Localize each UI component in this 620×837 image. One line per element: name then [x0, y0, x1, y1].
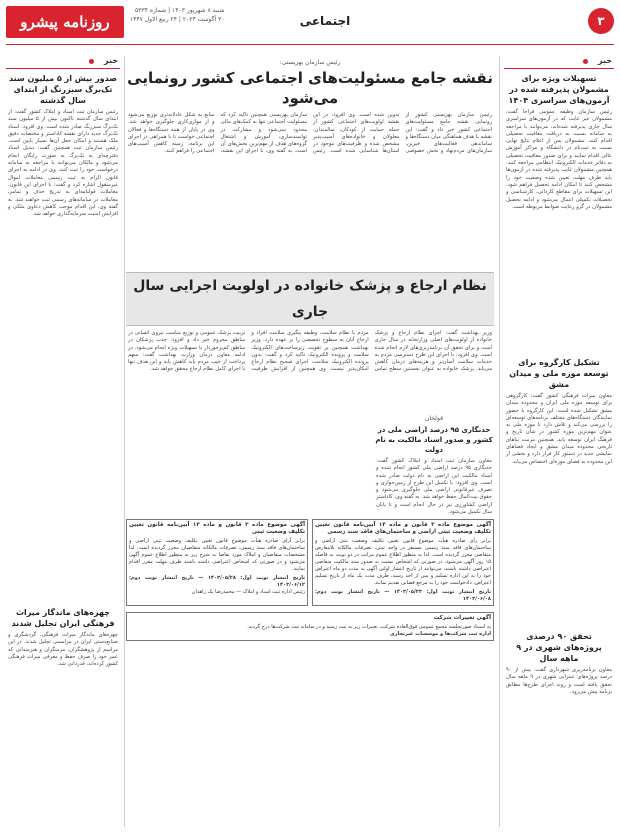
land-registry-headline[interactable]: حدنگاری ۹۵ درصد اراضی ملی در کشور و صدور اسناد مالکیت به نام دولت [375, 426, 493, 454]
article-conscription-body: رئیس سازمان وظیفه عمومی فراجا گفت: مشمولان غیر غایب که در آزمون‌های سراسری سال جاری پذیرفته شده‌اند، می‌توانند با مراجعه به سامانه نسبت به دریافت معافیت تحصیلی اقدام کنند. مشمولان پس از اعلام نتایج نهایی نسبت به ثبت‌نام در دانشگاه و مراکز آموزش عالی اقدام نمایند و برای صدور معافیت تحصیلی به دفاتر خدمات الکترونیک انتظامی مراجعه کنند. همچنین مشمولان غایب پذیرفته شده در آزمون‌ها باید ظرف مهلت تعیین شده وضعیت خود را مشخص کنند تا امکان ادامه تحصیل فراهم شود. این تسهیلات برای مقاطع کاردانی، کارشناسی و تحصیلات تکمیلی اعمال می‌شود و ادامه تحصیل مشمولان در گرو رعایت ضوابط مربوطه است. [506, 109, 612, 210]
legal-notice-2 [126, 519, 308, 606]
news-label-left: خبر [103, 56, 118, 65]
newspaper-logo[interactable]: روزنامه پیشرو [6, 6, 124, 38]
legal-notice-2-date: تاریخ انتشار نوبت اول: ۱۴۰۳/۰۵/۲۸ — تاریخ انتشار نوبت دوم: ۱۴۰۳/۰۶/۱۲ [129, 575, 305, 588]
company-notice-title: آگهی تغییرات شرکت [433, 615, 491, 621]
headline-conscription[interactable]: تسهیلات ویژه برای مشمولان پذیرفته شده در آزمون‌های سراسری ۱۴۰۴ [508, 74, 610, 105]
company-notice-body: به استناد صورتجلسه مجمع عمومی فوق‌العاده شرکت، تغییرات زیر به ثبت رسید و در سامانه ثبت شرکت‌ها درج گردید. [247, 624, 491, 630]
family-doctor-body: وزیر بهداشت گفت: اجرای نظام ارجاع و پزشک خانواده از اولویت‌های اصلی وزارتخانه در سال جاری است و برای تحقق آن برنامه‌ریزی‌های لازم انجام شده است. وی افزود: با اجرای این طرح دسترسی مردم به خدمات سلامت آسان‌تر و هزینه‌های درمان کاهش می‌یابد. پزشک خانواده به عنوان نخستین سطح تماس مردم با نظام سلامت، وظیفه پیگیری سلامت افراد و ارجاع آنان به سطوح تخصصی را بر عهده دارد. وزیر بهداشت همچنین بر تقویت زیرساخت‌های الکترونیک سلامت و پرونده الکترونیک تاکید کرد و گفت: بدون پرونده الکترونیک سلامت، اجرای صحیح نظام ارجاع امکان‌پذیر نیست. وی همچنین از افزایش ظرفیت تربیت پزشک عمومی و توزیع مناسب نیروی انسانی در مناطق محروم خبر داد و افزود: جذب پزشکان در مناطق کم‌برخوردار با تسهیلات ویژه انجام می‌شود. در ادامه معاون درمان وزارت بهداشت گفت: سهم پرداخت از جیب مردم باید کاهش یابد و این هدف تنها با اجرای کامل نظام ارجاع محقق خواهد شد. [128, 330, 492, 373]
issue-date-persian: شنبه ۸ شهریور ۱۴۰۳ | شماره ۵۳۳۴ [135, 7, 225, 14]
lead-story [126, 56, 494, 264]
ads-section [126, 516, 494, 826]
article-green-deeds-body: رئیس سازمان ثبت اسناد و املاک کشور گفت: از ابتدای سال گذشته تاکنون بیش از ۵ میلیون سند تک‌برگ سبزرنگ صادر شده است. وی افزود: اسناد تک‌برگ جدید دارای نقشه کاداستر و مختصات دقیق ملک هستند و امکان جعل آن‌ها بسیار پایین است. رئیس سازمان ثبت همچنین گفت: تبدیل اسناد دفترچه‌ای به تک‌برگ به صورت رایگان انجام می‌شود و مالکان می‌توانند با مراجعه به سامانه درخواست خود را ثبت کنند. وی در ادامه به اجرای قانون الزام به ثبت رسمی معاملات اموال غیرمنقول اشاره کرد و گفت: با اجرای این قانون، معاملات قولنامه‌ای به تدریج حذف و تمامی معاملات در سامانه‌های رسمی ثبت خواهند شد. به گفته وی، این اقدام موجب کاهش دعاوی ملکی و افزایش امنیت سرمایه‌گذاری خواهد شد. [8, 109, 118, 218]
headline-museum[interactable]: تشکیل کارگروه برای توسعه موزه ملی و میدان مشق [509, 358, 609, 389]
page-number-badge: ۳ [588, 8, 614, 34]
company-notice-signature: اداره ثبت شرکت‌ها و موسسات غیرتجاری [390, 631, 491, 637]
section-title: اجتماعی [299, 14, 351, 28]
news-label-bar-left [6, 56, 120, 69]
headline-urban-projects[interactable]: تحقق ۹۰ درصدی پروژه‌های شهری در ۹ ماهه سال [516, 632, 602, 663]
legal-notice-1-date: تاریخ انتشار نوبت اول: ۱۴۰۳/۰۵/۲۳ — تاریخ انتشار نوبت دوم: ۱۴۰۳/۰۶/۰۸ [315, 589, 491, 602]
company-notice [126, 612, 494, 641]
lead-kicker: رئیس سازمان بهزیستی: [279, 59, 341, 66]
red-dot-icon [89, 59, 94, 64]
news-label: خبر [597, 56, 612, 65]
lead-headline[interactable]: نقشه جامع مسئولیت‌های اجتماعی کشور رونمایی می‌شود [127, 69, 493, 107]
land-registry-story [374, 412, 494, 516]
news-label-bar [504, 56, 614, 69]
issue-date [130, 6, 225, 24]
left-news-column [6, 56, 120, 826]
legal-notice-2-body: برابر آرای صادره هیأت موضوع قانون تعیین تکلیف وضعیت ثبتی اراضی و ساختمان‌های فاقد سند رسمی، تصرفات مالکانه متقاضیان محرز گردیده است. لذا مشخصات متقاضیان و املاک مورد تقاضا به شرح زیر به منظور اطلاع عموم آگهی می‌شود و در صورتی که اشخاص اعتراضی داشته باشند ظرف مهلت مقرر اقدام نمایند. [129, 538, 305, 572]
land-registry-kicker: قولخان [425, 415, 443, 422]
column-divider [124, 56, 125, 827]
land-registry-body: معاون سازمان ثبت اسناد و املاک کشور گفت: حدنگاری ۹۵ درصد اراضی ملی کشور انجام شده و اسناد مالکیت این اراضی به نام دولت صادر شده است. وی افزود: با تکمیل این طرح از زمین‌خواری و تصرف غیرقانونی اراضی ملی جلوگیری می‌شود و حقوق بیت‌المال حفظ خواهد شد. به گفته وی، کاداستر اراضی کشاورزی نیز در حال انجام است و تا پایان سال تکمیل می‌شود. [376, 458, 492, 516]
right-news-column [504, 56, 614, 826]
red-dot-icon [583, 59, 588, 64]
headline-heritage-figures[interactable]: چهره‌های ماندگار میراث فرهنگی ایران تجلیل شدند [11, 608, 115, 628]
legal-notice-2-signature: رئیس اداره ثبت اسناد و املاک — محمدرضا یک زاهدان [191, 589, 305, 595]
headline-green-deeds[interactable]: صدور بیش از ۵ میلیون سند تک‌برگ سبزرنگ از ابتدای سال گذشته [8, 74, 118, 105]
column-divider [499, 56, 500, 827]
lead-body: رئیس سازمان بهزیستی کشور از رونمایی نقشه جامع مسئولیت‌های اجتماعی کشور خبر داد و گفت: این نقشه با هدف هماهنگی میان دستگاه‌ها و ساماندهی فعالیت‌های خیرین، سازمان‌های مردم‌نهاد و بخش خصوصی تدوین شده است. وی افزود: در این نقشه اولویت‌های اجتماعی کشور از جمله حمایت از کودکان، سالمندان، معلولان و خانواده‌های آسیب‌پذیر مشخص شده و ظرفیت‌های موجود در استان‌ها شناسایی شده است. رئیس سازمان بهزیستی همچنین تاکید کرد که مسئولیت اجتماعی تنها به کمک‌های مالی محدود نمی‌شود و مشارکت در توانمندسازی، آموزش و اشتغال گروه‌های هدف از مهم‌ترین بخش‌های آن است. به گفته وی، با اجرای این نقشه، منابع به شکل عادلانه‌تری توزیع می‌شود و از موازی‌کاری جلوگیری خواهد شد. وی در پایان از همه دستگاه‌ها و فعالان اجتماعی خواست تا با همراهی در اجرای این برنامه، زمینه کاهش آسیب‌های اجتماعی را فراهم کنند. [128, 112, 492, 155]
header-divider [6, 44, 614, 45]
page-header [0, 0, 620, 46]
legal-notice-1-title: آگهی موضوع ماده ۳ قانون و ماده ۱۳ آیین‌نامه قانون تعیین تکلیف وضعیت ثبتی اراضی و ساختمان‌های فاقد سند رسمی [315, 522, 491, 535]
article-heritage-body: چهره‌های ماندگار میراث فرهنگی، گردشگری و صنایع‌دستی ایران در مراسمی تجلیل شدند. در این مراسم از پژوهشگران، مرمتگران و هنرمندانی که عمر خود را صرف حفظ و معرفی میراث فرهنگی کشور کرده‌اند، قدردانی شد. [8, 632, 118, 668]
issue-date-gregorian: ۳۰ آگوست ۲۰۲۴ | ۲۴ ربیع الاول ۱۴۴۷ [130, 16, 225, 23]
legal-notice-2-title: آگهی موضوع ماده ۳ قانون و ماده ۱۳ آیین‌نامه قانون تعیین تکلیف وضعیت ثبتی [129, 522, 305, 535]
family-doctor-headline[interactable]: نظام ارجاع و پزشک خانواده در اولویت اجرایی سال جاری [126, 272, 494, 326]
legal-notice-1 [312, 519, 494, 606]
article-urban-body: معاون برنامه‌ریزی شهرداری گفت: بیش از ۹۰ درصد پروژه‌های عمرانی شهری در ۹ ماهه سال تحقق یافته است و روند اجرای طرح‌ها مطابق برنامه پیش می‌رود. [506, 667, 612, 695]
legal-notice-1-body: برابر رأی صادره هیأت موضوع قانون تعیین تکلیف وضعیت ثبتی اراضی و ساختمان‌های فاقد سند رسمی مستقر در واحد ثبتی، تصرفات مالکانه بلامعارض متقاضی محرز گردیده است. لذا به منظور اطلاع عموم مراتب در دو نوبت به فاصله ۱۵ روز آگهی می‌شود. در صورتی که اشخاص نسبت به صدور سند مالکیت متقاضی اعتراضی داشته باشند، می‌توانند از تاریخ انتشار اولین آگهی به مدت دو ماه اعتراض خود را به این اداره تسلیم و پس از اخذ رسید، ظرف مدت یک ماه از تاریخ تسلیم اعتراض، دادخواست خود را به مرجع قضایی تقدیم نمایند. [315, 538, 491, 586]
article-museum-body: معاون میراث فرهنگی کشور گفت: کارگروهی برای توسعه موزه ملی ایران و محدوده میدان مشق تشکیل شده است. این کارگروه با حضور نمایندگان دستگاه‌های مختلف برنامه‌های توسعه‌ای را بررسی می‌کند و تلاش دارد تا موزه ملی به عنوان مهم‌ترین موزه کشور در شأن تاریخ و فرهنگ ایران توسعه یابد. همچنین مرمت بناهای تاریخی محدوده میدان مشق و ایجاد فضاهای نمایشی جدید در دستور کار قرار دارد و بخشی از این محدوده به فضای موزه‌ای اختصاص می‌یابد. [506, 393, 612, 465]
